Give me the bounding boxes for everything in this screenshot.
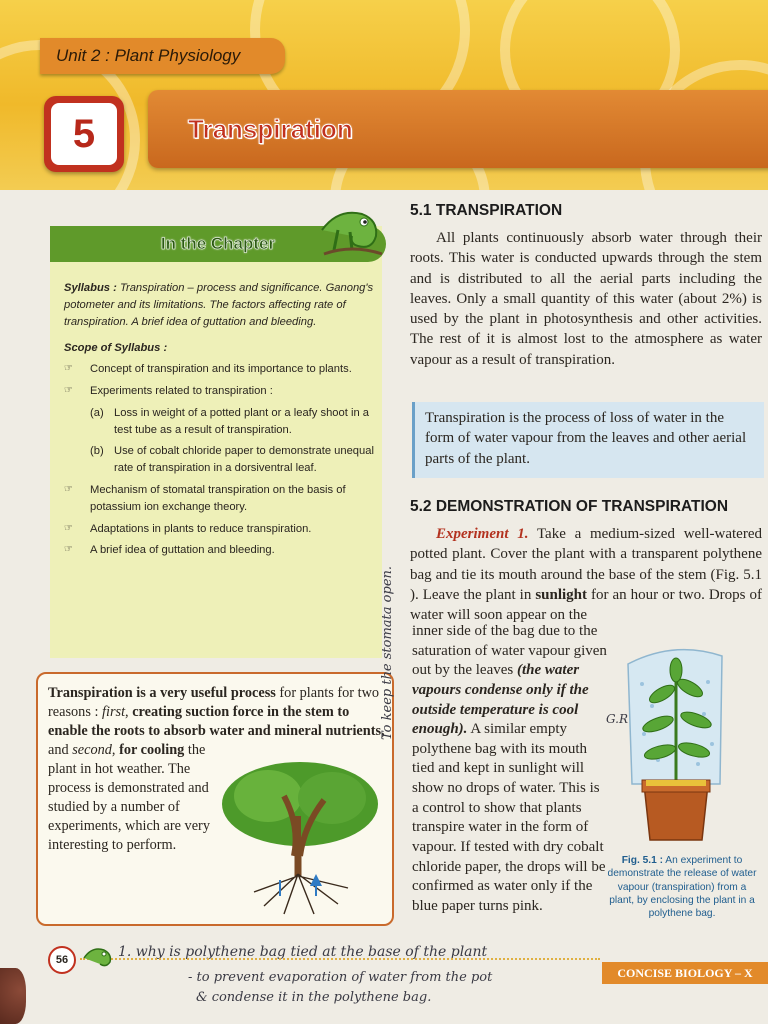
sub-item-label: (a) — [90, 406, 104, 419]
thumb — [0, 968, 26, 1024]
importance-bold-3: for cooling — [119, 742, 185, 758]
chameleon-icon — [318, 200, 386, 260]
figure-caption-text: An experiment to demonstrate the release of water vapour (transpiration) from a plant, by enclosing the plant in a polythene bag. — [607, 855, 757, 919]
importance-box — [36, 672, 394, 926]
book-title: CONCISE BIOLOGY – X — [602, 962, 768, 984]
in-the-chapter-heading: In the Chapter — [50, 226, 386, 262]
section-5-2 — [410, 498, 762, 625]
page-number: 56 — [48, 946, 76, 974]
list-item-text: Adaptations in plants to reduce transpiration. — [90, 522, 312, 535]
importance-text-2: , — [125, 704, 133, 720]
section-heading: 5.1 TRANSPIRATION — [410, 202, 563, 219]
list-item-text: Concept of transpiration and its importance to plants. — [90, 363, 352, 376]
list-item — [64, 482, 374, 516]
importance-text — [48, 684, 386, 741]
section-heading: 5.2 DEMONSTRATION OF TRANSPIRATION — [410, 498, 729, 515]
importance-text-4: , — [111, 742, 120, 758]
list-item-text: Experiments related to transpiration : — [90, 384, 273, 397]
syllabus-label: Syllabus : — [64, 282, 117, 294]
syllabus-text: Transpiration – process and significance. Ganong's potometer and its limitations. The factors affecting rate of transpiration. A brief idea of guttation and bleeding. — [64, 282, 374, 328]
chameleon-small-icon — [82, 944, 112, 970]
footer-divider — [80, 958, 600, 960]
experiment-paragraph — [410, 524, 762, 625]
list-item — [64, 361, 374, 378]
section-paragraph: All plants continuously absorb water through their roots. This water is conducted upwards through the stem and is distributed to all the aerial parts including the leaves. Only a small quantity of this water (about 2%) is used by the plant in photosynthesis and other activities. The rest of it is almost lost to the atmosphere as water vapour as a result of transpiration. — [410, 230, 762, 368]
importance-bold-2: creating suction force in the stem to enable the roots to absorb water and mineral nutrients, — [48, 704, 385, 739]
syllabus — [64, 280, 374, 330]
handwritten-answer-2: & condense it in the polythene bag. — [196, 990, 432, 1005]
experiment-text-1: Take a medium-sized well-watered potted plant. Cover the plant with a transparent polythene bag and tie its mouth around the base of the stem (Fig. 5.1 ). Leave the plant in — [410, 526, 762, 603]
chapter-number-badge — [44, 96, 124, 172]
importance-text-1: for plants for two reasons : — [48, 685, 380, 720]
experiment-paragraph-cont — [412, 622, 608, 917]
importance-text-5: the plant in hot weather. The process is demonstrated and studied by a number of experiments, which are very interesting to perform. — [48, 742, 210, 853]
list-item — [64, 521, 374, 538]
experiment-text-3: inner side of the bag due to the saturation of water vapour given out by the leaves — [412, 623, 607, 679]
handwritten-answer-1: - to prevent evaporation of water from the pot — [188, 970, 493, 985]
importance-text-3: and — [48, 742, 73, 758]
sub-item-label: (b) — [90, 445, 104, 458]
importance-italic-2: second — [72, 742, 112, 758]
sub-item-text: Loss in weight of a potted plant or a leafy shoot in a test tube as a result of transpiration. — [114, 406, 369, 436]
list-item — [64, 542, 374, 559]
chapter-title-bar — [148, 90, 768, 168]
sub-list-item — [64, 443, 374, 477]
list-item-text: Mechanism of stomatal transpiration on the basis of potassium ion exchange theory. — [90, 483, 346, 513]
experiment-bold-italic: (the water vapours condense only if the outside temperature is cool enough). — [412, 662, 589, 738]
list-item — [64, 383, 374, 400]
definition-box: Transpiration is the process of loss of water in the form of water vapour from the leaves and other aerial parts of the plant. — [412, 402, 764, 478]
list-item-text: A brief idea of guttation and bleeding. — [90, 544, 275, 557]
importance-italic-1: first — [102, 704, 126, 720]
unit-label: Unit 2 : Plant Physiology — [40, 38, 285, 74]
pointing-hand-icon: ☞ — [64, 384, 73, 396]
pointing-hand-icon: ☞ — [64, 544, 73, 556]
scope-title: Scope of Syllabus : — [64, 342, 168, 355]
tree-illustration — [214, 756, 386, 918]
experiment-bold: sunlight — [535, 586, 588, 603]
handwritten-mark: G.R — [606, 712, 629, 726]
experiment-text-4: A similar empty polythene bag with its mouth tied and kept in sunlight will show no drops of water. This is a control to show that plants transpire water in the form of vapour. If tested with dry cobalt chloride paper, the drops will be confirmed as water only if the blue paper turns pink. — [412, 721, 606, 914]
chapter-title: Transpiration — [188, 113, 353, 144]
section-5-1 — [410, 202, 762, 370]
pointing-hand-icon: ☞ — [64, 522, 73, 534]
in-the-chapter-panel — [50, 226, 382, 658]
figure-label: Fig. 5.1 : — [621, 855, 664, 866]
handwritten-question: 1. why is polythene bag tied at the base of the plant — [118, 944, 488, 960]
experiment-text-2: for an hour or two. Drops of water will soon appear on the — [410, 586, 762, 623]
importance-bold-1: Transpiration is a very useful process — [48, 685, 276, 701]
experiment-label: Experiment 1. — [436, 526, 529, 542]
potted-plant-figure — [618, 644, 730, 844]
sub-item-text: Use of cobalt chloride paper to demonstrate unequal rate of transpiration in a dorsiventral leaf. — [114, 445, 374, 475]
pointing-hand-icon: ☞ — [64, 483, 73, 495]
figure-caption — [604, 854, 760, 920]
importance-text-cont — [48, 741, 218, 855]
pointing-hand-icon: ☞ — [64, 363, 73, 375]
handwritten-side-note: To keep the stomata open. — [380, 565, 395, 740]
chapter-number: 5 — [51, 103, 117, 165]
sub-list-item — [64, 405, 374, 439]
